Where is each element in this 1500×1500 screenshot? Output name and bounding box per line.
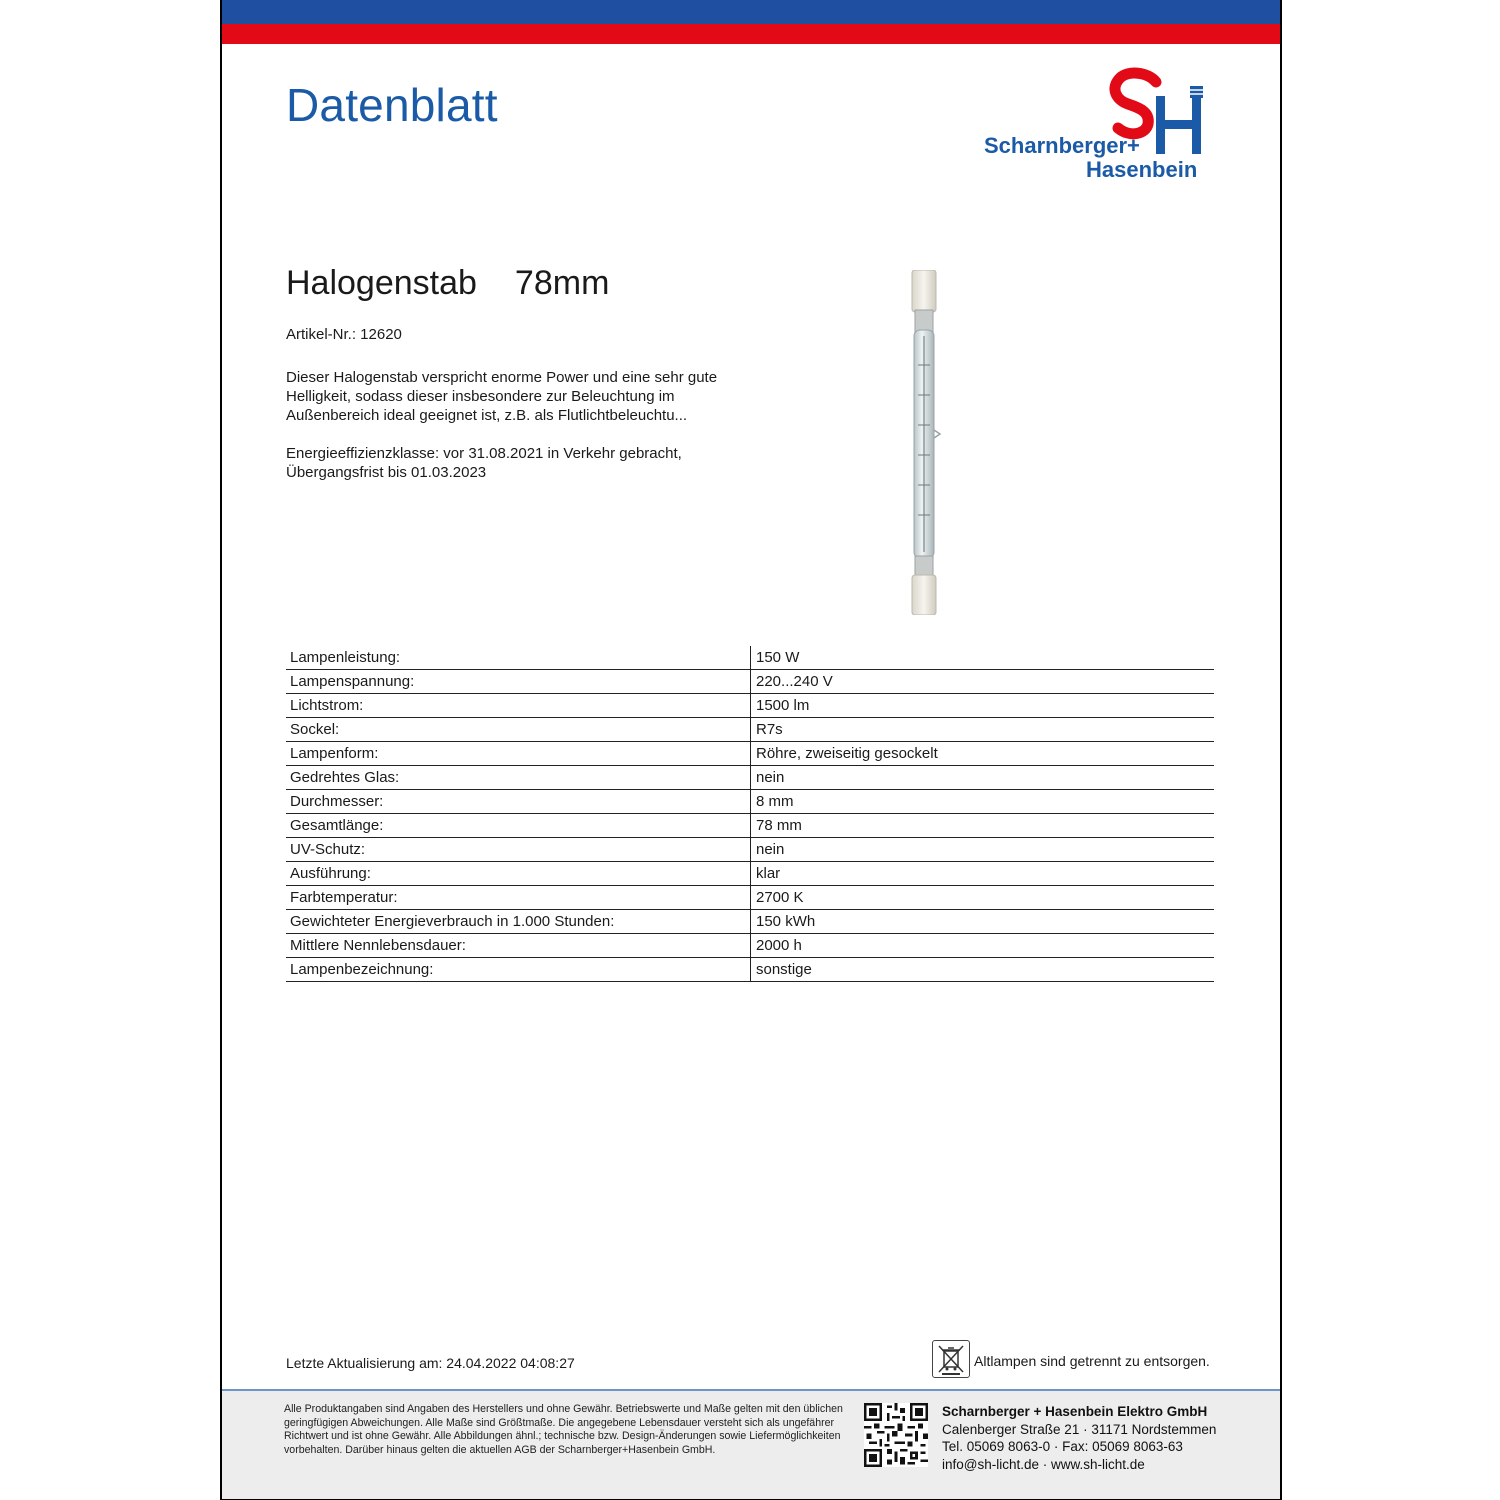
- spec-key: Farbtemperatur:: [286, 886, 751, 910]
- legal-disclaimer: Alle Produktangaben sind Angaben des Herstellers und ohne Gewähr. Betriebswerte und Maße gelten mit den üblichen geringfügigen Abweichungen. Alle Maße sind Größtmaße. Die angegebene Lebensdauer versteht sich als ungefährer Richtwert und ist ohne Gewähr. Alle Abbildungen ähnl.; technische bzw. Design-Änderungen sowie Liefermöglichkeiten vorbehalten. Darüber hinaus gelten die aktuellen AGB der Scharnberger+Hasenbein GmbH.: [284, 1403, 843, 1456]
- page-title: Datenblatt: [286, 79, 498, 131]
- energy-class-note: [286, 444, 756, 482]
- article-number: Artikel-Nr.: 12620: [286, 326, 402, 343]
- spec-row: [286, 646, 1214, 670]
- header-stripe-blue: [222, 0, 1280, 24]
- spec-key: Durchmesser:: [286, 790, 751, 814]
- spec-value: R7s: [751, 718, 1215, 742]
- product-title: [286, 264, 647, 303]
- spec-key: Gewichteter Energieverbrauch in 1.000 Stunden:: [286, 910, 751, 934]
- spec-key: Mittlere Nennlebensdauer:: [286, 934, 751, 958]
- spec-value: 8 mm: [751, 790, 1215, 814]
- spec-value: 150 W: [751, 646, 1215, 670]
- datasheet-page: [220, 0, 1282, 1500]
- spec-table: [286, 646, 1214, 982]
- spec-row: [286, 718, 1214, 742]
- qr-code-icon: [864, 1403, 928, 1467]
- spec-row: [286, 766, 1214, 790]
- weee-symbol-box: [932, 1340, 970, 1378]
- spec-value: nein: [751, 838, 1215, 862]
- spec-row: [286, 910, 1214, 934]
- spec-value: 2000 h: [751, 934, 1215, 958]
- spec-value: Röhre, zweiseitig gesockelt: [751, 742, 1215, 766]
- spec-key: UV-Schutz:: [286, 838, 751, 862]
- spec-key: Lichtstrom:: [286, 694, 751, 718]
- energy-line-2: Übergangsfrist bis 01.03.2023: [286, 464, 487, 481]
- logo-text-line1: Scharnberger+: [984, 133, 1140, 158]
- header-stripe-red: [222, 24, 1280, 44]
- spec-value: 150 kWh: [751, 910, 1215, 934]
- spec-value: 220...240 V: [751, 670, 1215, 694]
- product-description: Dieser Halogenstab verspricht enorme Power und eine sehr gute Helligkeit, sodass dieser insbesondere zur Beleuchtung im Außenbereich ideal geeignet ist, z.B. als Flutlichtbeleuchtu...: [286, 369, 718, 424]
- spec-value: 1500 lm: [751, 694, 1215, 718]
- spec-row: [286, 790, 1214, 814]
- company-web: info@sh-licht.de · www.sh-licht.de: [942, 1456, 1145, 1472]
- company-name: Scharnberger + Hasenbein Elektro GmbH: [942, 1404, 1208, 1419]
- spec-value: 78 mm: [751, 814, 1215, 838]
- spec-key: Ausführung:: [286, 862, 751, 886]
- spec-key: Gesamtlänge:: [286, 814, 751, 838]
- crossed-bin-icon: [933, 1341, 969, 1377]
- company-address: Calenberger Straße 21 · 31171 Nordstemmen: [942, 1421, 1217, 1437]
- spec-value: klar: [751, 862, 1215, 886]
- company-contact: [942, 1403, 1216, 1473]
- spec-key: Lampenform:: [286, 742, 751, 766]
- disposal-note: Altlampen sind getrennt zu entsorgen.: [974, 1353, 1210, 1369]
- spec-row: [286, 670, 1214, 694]
- spec-value: nein: [751, 766, 1215, 790]
- footer: [222, 1389, 1280, 1499]
- spec-key: Lampenleistung:: [286, 646, 751, 670]
- spec-row: [286, 694, 1214, 718]
- energy-line-1: Energieeffizienzklasse: vor 31.08.2021 in Verkehr gebracht,: [286, 445, 682, 462]
- spec-row: [286, 886, 1214, 910]
- spec-row: [286, 814, 1214, 838]
- product-name: Halogenstab: [286, 264, 477, 302]
- spec-row: [286, 862, 1214, 886]
- spec-value: 2700 K: [751, 886, 1215, 910]
- spec-key: Sockel:: [286, 718, 751, 742]
- company-phone: Tel. 05069 8063-0 · Fax: 05069 8063-63: [942, 1439, 1183, 1454]
- spec-key: Lampenbezeichnung:: [286, 958, 751, 982]
- halogen-lamp-image: [898, 270, 958, 615]
- spec-key: Lampenspannung:: [286, 670, 751, 694]
- logo-text-line2: Hasenbein: [1086, 157, 1198, 182]
- spec-row: [286, 958, 1214, 982]
- spec-row: [286, 742, 1214, 766]
- spec-row: [286, 934, 1214, 958]
- last-updated: Letzte Aktualisierung am: 24.04.2022 04:08:27: [286, 1355, 575, 1371]
- spec-value: sonstige: [751, 958, 1215, 982]
- spec-row: [286, 838, 1214, 862]
- spec-key: Gedrehtes Glas:: [286, 766, 751, 790]
- product-size: 78mm: [514, 264, 610, 302]
